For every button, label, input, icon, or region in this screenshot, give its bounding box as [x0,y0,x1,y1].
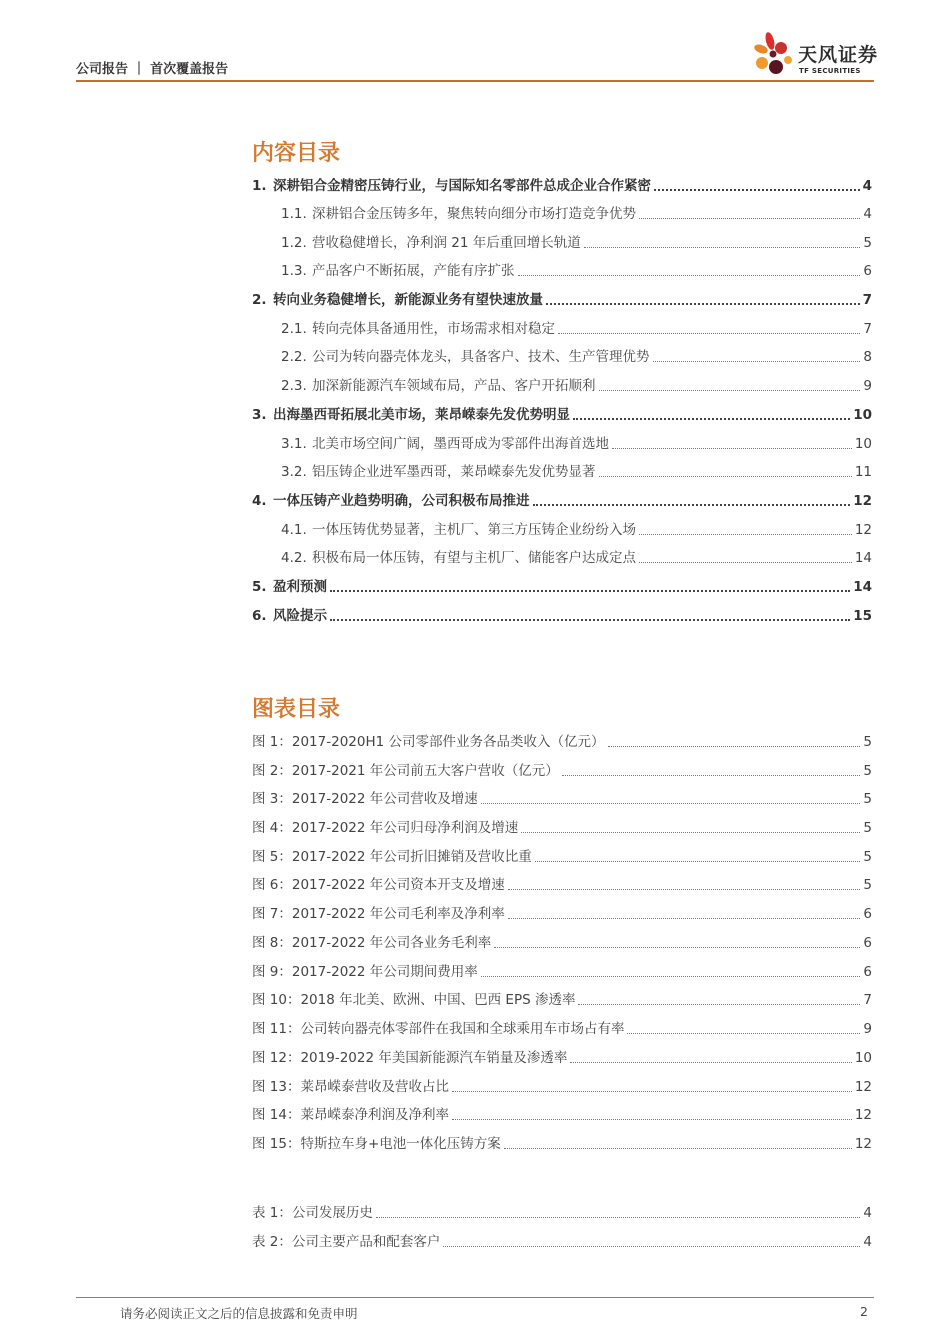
toc-item-page: 11 [854,464,872,480]
figure-item-title: 图 3：2017-2022 年公司营收及增速 [252,791,478,807]
toc-item-title: 加深新能源汽车领域布局，产品、客户开拓顺利 [312,378,596,394]
toc-item-number: 4.1. [281,522,307,538]
figure-item[interactable] [252,847,872,867]
figure-item-title: 图 9：2017-2022 年公司期间费用率 [252,964,478,980]
toc-item-title: 风险提示 [273,608,327,624]
figure-item-title: 图 5：2017-2022 年公司折旧摊销及营收比重 [252,849,532,865]
toc-item-number: 6. [252,608,267,624]
toc-item-page: 9 [863,378,872,394]
toc-item-number: 1.2. [281,235,307,251]
header-separator: ｜ [132,62,146,77]
figure-item[interactable] [252,789,872,809]
logo-chinese-name: 天风证券 [798,44,879,66]
toc-item-number: 2.2. [281,349,307,365]
toc-item-page: 14 [853,579,872,595]
figure-item-title: 图 14：莱昂嵘泰净利润及净利率 [252,1107,449,1123]
toc-item[interactable] [252,577,872,597]
dot-leader [608,746,861,747]
dot-leader [639,218,860,219]
figure-item[interactable] [252,1077,872,1097]
figures-title: 图表目录 [252,697,341,722]
dot-leader [508,889,861,890]
toc-item-page: 4 [863,206,872,222]
toc-item-number: 5. [252,579,267,595]
dot-leader [627,1033,860,1034]
toc-item-page: 12 [853,493,872,509]
logo-english-name: TF SECURITIES [799,67,861,75]
dot-leader [443,1246,860,1247]
toc-item-number: 3.2. [281,464,307,480]
toc-item-title: 公司为转向器壳体龙头，具备客户、技术、生产管理优势 [312,349,650,365]
toc-item-number: 4.2. [281,550,307,566]
toc-item-number: 2. [252,292,267,308]
figure-item[interactable] [252,962,872,982]
dot-leader [578,1004,860,1005]
toc-item[interactable] [281,462,872,482]
toc-item-number: 2.3. [281,378,307,394]
figure-item-title: 图 10：2018 年北美、欧洲、中国、巴西 EPS 渗透率 [252,992,576,1008]
toc-item[interactable] [281,434,872,454]
dot-leader [481,976,861,977]
toc-item-number: 1.1. [281,206,307,222]
dot-leader [504,1148,852,1149]
figure-item-title: 图 15：特斯拉车身+电池一体化压铸方案 [252,1136,501,1152]
toc-item-number: 3. [252,407,267,423]
figure-item-page: 5 [863,734,872,750]
figure-item-page: 12 [854,1107,872,1123]
figure-item-page: 6 [863,964,872,980]
page-number: 2 [860,1304,868,1319]
toc-item-title: 积极布局一体压铸，有望与主机厂、储能客户达成定点 [312,550,636,566]
toc-item[interactable] [252,290,872,310]
toc-item-title: 产品客户不断拓展，产能有序扩张 [312,263,515,279]
toc-item-page: 10 [853,407,872,423]
figure-item[interactable] [252,933,872,953]
dot-leader [535,861,861,862]
footer-disclaimer: 请务必阅读正文之后的信息披露和免责申明 [120,1306,358,1321]
toc-item[interactable] [281,548,872,568]
toc-item-title: 一体压铸产业趋势明确，公司积极布局推进 [273,493,530,509]
dot-leader [546,303,860,305]
toc-item-title: 转向业务稳健增长，新能源业务有望快速放量 [273,292,543,308]
figure-item-title: 图 11：公司转向器壳体零部件在我国和全球乘用车市场占有率 [252,1021,625,1037]
toc-item-title: 北美市场空间广阔，墨西哥成为零部件出海首选地 [312,436,609,452]
figure-item[interactable] [252,818,872,838]
toc-item[interactable] [281,261,872,281]
figure-item[interactable] [252,1048,872,1068]
figure-item[interactable] [252,875,872,895]
figure-item-page: 7 [863,992,872,1008]
toc-item-page: 5 [863,235,872,251]
toc-item[interactable] [281,204,872,224]
figure-item-page: 6 [863,906,872,922]
figure-item-title: 图 8：2017-2022 年公司各业务毛利率 [252,935,492,951]
toc-item-number: 1. [252,178,267,194]
toc-item-page: 7 [862,292,872,308]
table-item[interactable] [252,1232,872,1252]
figure-item-title: 图 12：2019-2022 年美国新能源汽车销量及渗透率 [252,1050,568,1066]
figure-item-page: 5 [863,849,872,865]
dot-leader [599,476,852,477]
toc-item-title: 出海墨西哥拓展北美市场，莱昂嵘泰先发优势明显 [273,407,570,423]
toc-item-title: 深耕铝合金精密压铸行业，与国际知名零部件总成企业合作紧密 [273,178,651,194]
dot-leader [508,918,861,919]
table-item-page: 4 [863,1205,872,1221]
report-type: 公司报告 [76,62,129,77]
toc-item[interactable] [281,233,872,253]
dot-leader [599,390,861,391]
toc-item-page: 10 [854,436,872,452]
dot-leader [330,619,850,621]
toc-item-number: 1.3. [281,263,307,279]
dot-leader [521,832,860,833]
table-item[interactable] [252,1203,872,1223]
footer-divider [76,1297,874,1298]
toc-item-number: 2.1. [281,321,307,337]
toc-item-number: 4. [252,493,267,509]
figure-item-page: 12 [854,1079,872,1095]
dot-leader [481,803,861,804]
dot-leader [452,1119,852,1120]
toc-item[interactable] [252,606,872,626]
dot-leader [376,1217,861,1218]
dot-leader [330,590,850,592]
figure-item[interactable] [252,1134,872,1154]
toc-item[interactable] [252,176,872,196]
figure-item-title: 图 4：2017-2022 年公司归母净利润及增速 [252,820,519,836]
flower-logo-icon [748,30,798,80]
figure-item[interactable] [252,1019,872,1039]
contents-title: 内容目录 [252,141,341,166]
dot-leader [573,418,850,420]
header-divider [76,80,874,82]
figure-item[interactable] [252,1105,872,1125]
dot-leader [570,1062,851,1063]
toc-item-page: 12 [854,522,872,538]
company-logo [748,30,878,80]
figure-item-title: 图 7：2017-2022 年公司毛利率及净利率 [252,906,505,922]
toc-item-title: 铝压铸企业进军墨西哥，莱昂嵘泰先发优势显著 [312,464,596,480]
toc-item[interactable] [252,405,872,425]
table-item-title: 表 2：公司主要产品和配套客户 [252,1234,441,1250]
toc-item-title: 一体压铸优势显著，主机厂、第三方压铸企业纷纷入场 [312,522,636,538]
table-item-page: 4 [863,1234,872,1250]
figure-item-title: 图 13：莱昂嵘泰营收及营收占比 [252,1079,449,1095]
figure-item[interactable] [252,761,872,781]
toc-item-page: 6 [863,263,872,279]
dot-leader [558,333,860,334]
dot-leader [639,534,852,535]
toc-item-title: 盈利预测 [273,579,327,595]
toc-item[interactable] [281,376,872,396]
dot-leader [654,189,860,191]
dot-leader [584,247,861,248]
figure-item[interactable] [252,732,872,752]
report-subtype: 首次覆盖报告 [150,62,229,77]
dot-leader [639,562,852,563]
dot-leader [518,275,861,276]
toc-item-page: 8 [863,349,872,365]
figure-item-page: 12 [854,1136,872,1152]
toc-item-page: 14 [854,550,872,566]
dot-leader [562,775,861,776]
toc-item-title: 营收稳健增长，净利润 21 年后重回增长轨道 [312,235,581,251]
toc-item-title: 深耕铝合金压铸多年，聚焦转向细分市场打造竞争优势 [312,206,636,222]
figure-item-title: 图 2：2017-2021 年公司前五大客户营收（亿元） [252,763,559,779]
toc-item[interactable] [281,319,872,339]
dot-leader [653,361,861,362]
figure-item-title: 图 1：2017-2020H1 公司零部件业务各品类收入（亿元） [252,734,605,750]
figure-item-page: 6 [863,935,872,951]
figure-item-page: 5 [863,877,872,893]
figure-item[interactable] [252,904,872,924]
figure-item-title: 图 6：2017-2022 年公司资本开支及增速 [252,877,505,893]
dot-leader [612,448,852,449]
dot-leader [452,1091,852,1092]
toc-item[interactable] [252,491,872,511]
figure-item-page: 5 [863,763,872,779]
figure-item-page: 5 [863,820,872,836]
toc-item-page: 4 [862,178,872,194]
figure-item-page: 10 [854,1050,872,1066]
report-category [76,58,228,77]
dot-leader [494,947,860,948]
figure-item-page: 9 [863,1021,872,1037]
dot-leader [533,504,851,506]
figure-item[interactable] [252,990,872,1010]
toc-item[interactable] [281,520,872,540]
figure-item-page: 5 [863,791,872,807]
toc-item[interactable] [281,347,872,367]
toc-item-page: 15 [853,608,872,624]
toc-item-title: 转向壳体具备通用性，市场需求相对稳定 [312,321,555,337]
toc-item-number: 3.1. [281,436,307,452]
toc-item-page: 7 [863,321,872,337]
table-item-title: 表 1：公司发展历史 [252,1205,373,1221]
